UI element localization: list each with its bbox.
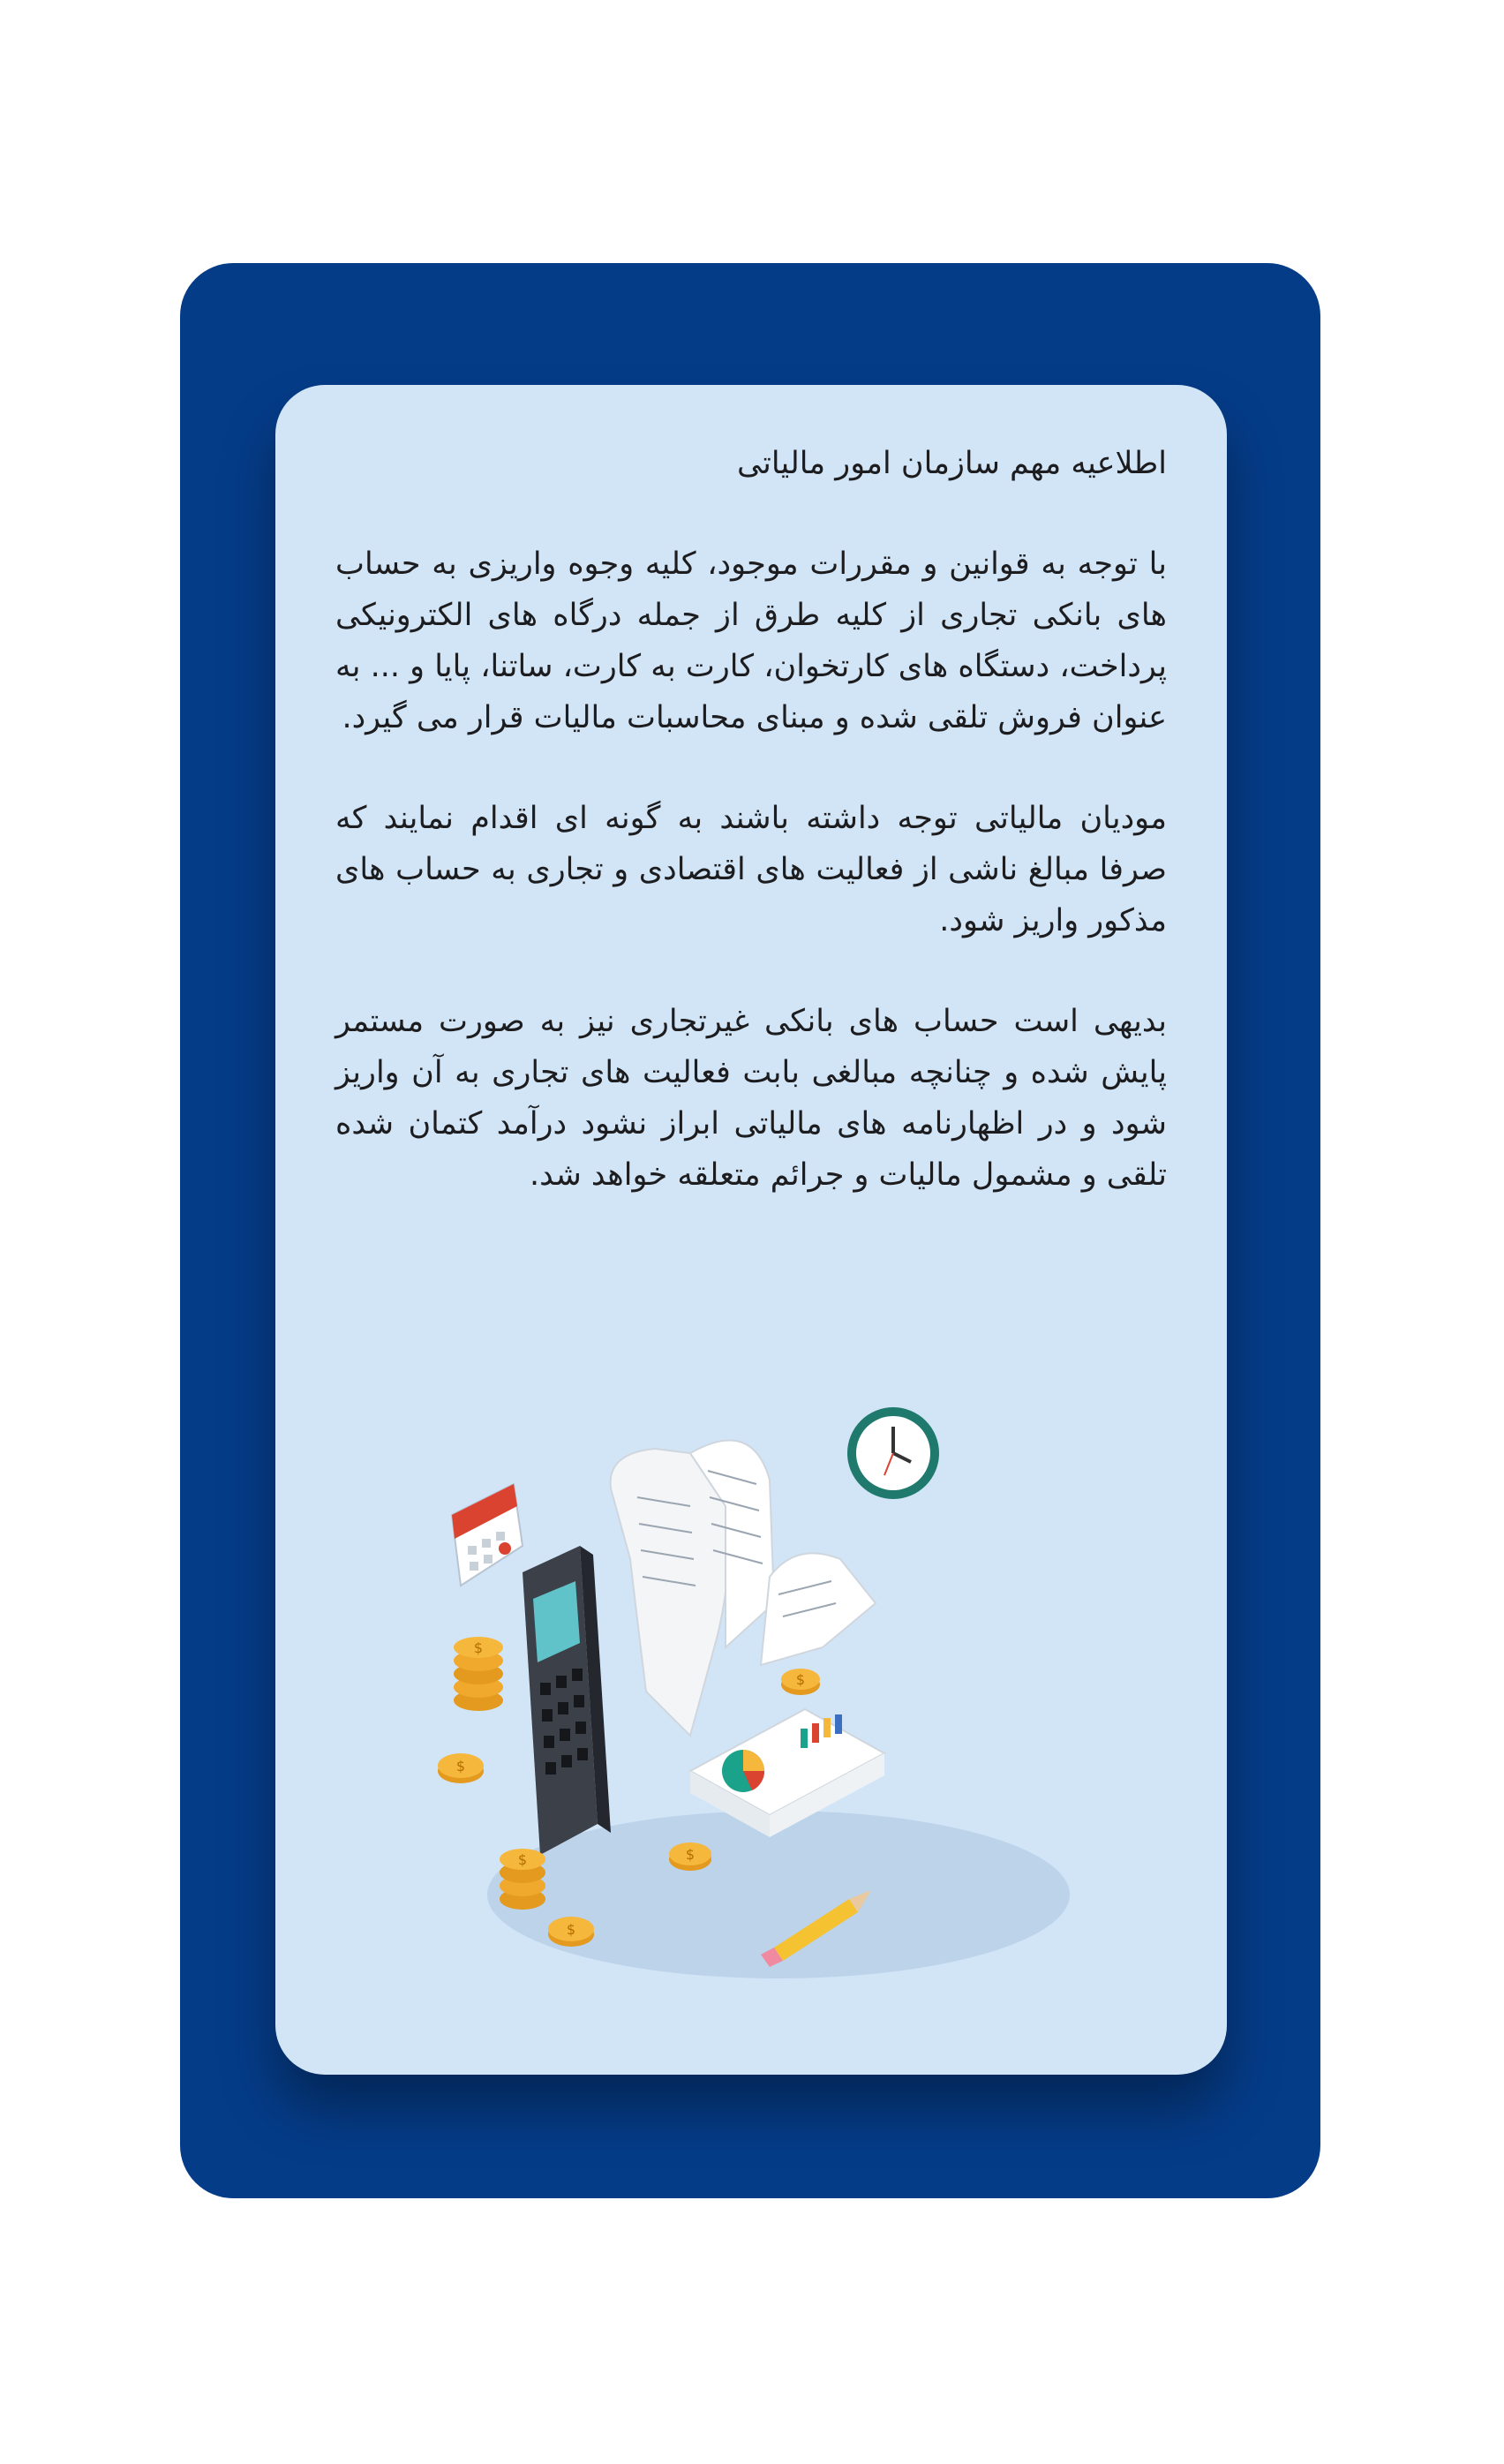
notice-paragraph: با توجه به قوانین و مقررات موجود، کلیه وجوه واریزی به حساب های بانکی تجاری از کلیه طرق از جمله درگاه های الکترونیکی پرداخت، دستگاه های کارتخوان، کارت به کارت، ساتنا، پایا و ... به عنوان فروش تلقی شده و مبنای محاسبات مالیات قرار می گیرد. xyxy=(335,546,1167,735)
finance-illustration xyxy=(425,1400,1087,2036)
notice-card xyxy=(275,385,1227,2075)
coin-symbol: $ xyxy=(473,1639,484,1656)
coin-symbol: $ xyxy=(517,1851,528,1868)
calendar-icon xyxy=(452,1484,523,1586)
calculator-icon xyxy=(523,1546,611,1855)
receipt-icon xyxy=(611,1440,876,1736)
notice-paragraph: بدیهی است حساب های بانکی غیرتجاری نیز به صورت مستمر پایش شده و چنانچه مبالغی بابت فعالیت های تجاری به آن واریز شود و در اظهارنامه های مالیاتی ابراز نشود درآمد کتمان شده تلقی و مشمول مالیات و جرائم متعلقه خواهد شد. xyxy=(335,1004,1167,1193)
coin-symbol: $ xyxy=(455,1758,466,1775)
clock-icon xyxy=(847,1407,939,1499)
coin-symbol: $ xyxy=(685,1846,696,1863)
notice-title: اطلاعیه مهم سازمان امور مالیاتی xyxy=(736,446,1167,481)
coin-symbol: $ xyxy=(795,1671,806,1688)
notice-paragraph: مودیان مالیاتی توجه داشته باشند به گونه ای اقدام نمایند که صرفا مبالغ ناشی از فعالیت های اقتصادی و تجاری به حساب های مذکور واریز شود. xyxy=(335,801,1167,938)
coin-symbol: $ xyxy=(566,1921,576,1938)
notice-text xyxy=(335,438,1167,1201)
